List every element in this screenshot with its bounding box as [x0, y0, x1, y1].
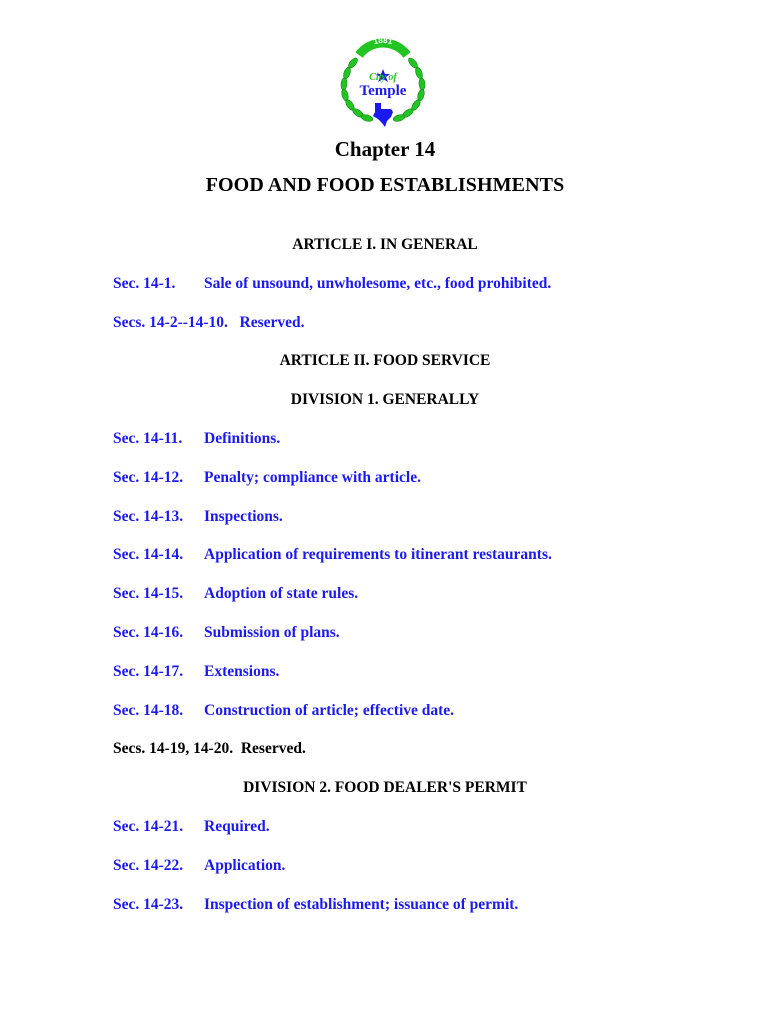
toc-link[interactable] [113, 275, 551, 293]
section-heading: ARTICLE II. FOOD SERVICE [279, 352, 491, 369]
toc-link[interactable] [113, 546, 552, 564]
section-number: Sec. 14-1. [113, 275, 176, 292]
section-number: Sec. 14-17. [113, 663, 184, 680]
section-title: Adoption of state rules. [204, 585, 359, 602]
toc-link[interactable] [113, 857, 285, 875]
toc-link[interactable] [113, 896, 518, 914]
toc-link[interactable] [113, 663, 279, 681]
section-title: Inspection of establishment; issuance of permit. [204, 896, 519, 913]
toc-link[interactable]: Secs. 14-2--14-10. Reserved. [113, 314, 305, 331]
section-heading: DIVISION 2. FOOD DEALER'S PERMIT [243, 779, 527, 796]
section-title: Penalty; compliance with article. [204, 469, 421, 486]
chapter-label: Chapter 14 [334, 137, 436, 161]
toc-link[interactable] [113, 702, 454, 720]
section-number: Sec. 14-18. [113, 702, 184, 719]
section-number: Sec. 14-12. [113, 469, 184, 486]
section-title: Inspections. [204, 508, 283, 525]
section-title: Required. [204, 818, 270, 835]
section-title: Submission of plans. [204, 624, 340, 641]
section-number: Sec. 14-14. [113, 546, 184, 563]
seal-year: 1881 [372, 35, 394, 47]
section-number: Sec. 14-13. [113, 508, 184, 525]
section-title: Extensions. [204, 663, 280, 680]
reserved-sections: Secs. 14-19, 14-20. Reserved. [113, 740, 306, 757]
section-number: Sec. 14-21. [113, 818, 184, 835]
toc-link[interactable] [113, 430, 280, 448]
section-title: Application. [204, 857, 286, 874]
section-title: Definitions. [204, 430, 281, 447]
svg-text:1881 [373, 36, 394, 46]
section-number: Sec. 14-16. [113, 624, 184, 641]
toc-link[interactable] [113, 508, 283, 526]
section-heading: ARTICLE I. IN GENERAL [292, 236, 478, 253]
section-title: Sale of unsound, unwholesome, etc., food prohibited. [204, 275, 552, 292]
toc-link[interactable] [113, 624, 340, 642]
section-number: Sec. 14-15. [113, 585, 184, 602]
seal-line2: Temple [359, 83, 407, 99]
section-number: Sec. 14-11. [113, 430, 183, 447]
section-number: Sec. 14-23. [113, 896, 184, 913]
toc-link[interactable] [113, 469, 421, 487]
section-number: Sec. 14-22. [113, 857, 184, 874]
city-of-temple-seal [333, 33, 433, 141]
toc-link[interactable] [113, 585, 358, 603]
seal-line1: City of [369, 72, 397, 83]
toc-link[interactable] [113, 818, 270, 836]
section-title: Application of requirements to itinerant restaurants. [204, 546, 552, 563]
section-title: Construction of article; effective date. [204, 702, 455, 719]
section-heading: DIVISION 1. GENERALLY [290, 391, 480, 408]
chapter-title: FOOD AND FOOD ESTABLISHMENTS [205, 174, 565, 196]
